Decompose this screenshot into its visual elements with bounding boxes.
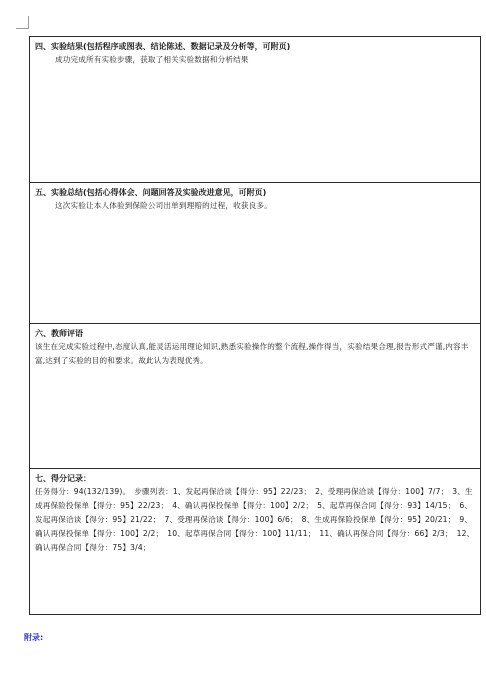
section-body: 该生在完成实验过程中,态度认真,能灵活运用理论知识,熟悉实验操作的整个流程,操作得当，实验结果合理,报告形式严谨,内容丰富,达到了实验的目的和要求。故此认为表现优秀。 (35, 342, 469, 365)
appendix-label: 附录: (24, 633, 44, 642)
section-title: 五、实验总结(包括心得体会、问题回答及实验改进意见，可附页) (35, 188, 267, 197)
report-table (29, 36, 481, 615)
section-title: 六、教师评语 (35, 329, 83, 338)
section-title: 四、实验结果(包括程序或图表、结论陈述、数据记录及分析等，可附页) (35, 42, 291, 51)
section-summary (30, 183, 480, 324)
section-title: 七、得分记录： (35, 474, 91, 483)
section-teacher-comment (30, 324, 480, 469)
section-body: 这次实验让本人体验到保险公司出单到理赔的过程，收获良多。 (55, 201, 272, 210)
section-score-record (30, 469, 480, 614)
section-results (30, 37, 480, 183)
section-body: 任务得分：94(132/139)。 步骤列表：1、发起再保洽谈【得分：95】22/23； 2、受理再保洽谈【得分：100】7/7； 3、生成再保险投保单【得分：95】22/23； 4、确认再保投保单【得分：100】2/2； 5、起草再保合同【得分：93】14/15； 6、发起再保洽谈【得分：95】21/22； 7、受理再保洽谈【得分：100】6/6； 8、生成再保险投保单【得分：95】20/21； 9、确认再保投保单【得分：100】2/2； 10、起草再保合同【得分：100】11/11； 11、确认再保合同【得分：66】2/3； 12、确认再保合同【得分：75】3/4； (35, 487, 475, 552)
section-body: 成功完成所有实验步骤，获取了相关实验数据和分析结果 (55, 55, 249, 64)
page-corner-mark (16, 16, 29, 29)
